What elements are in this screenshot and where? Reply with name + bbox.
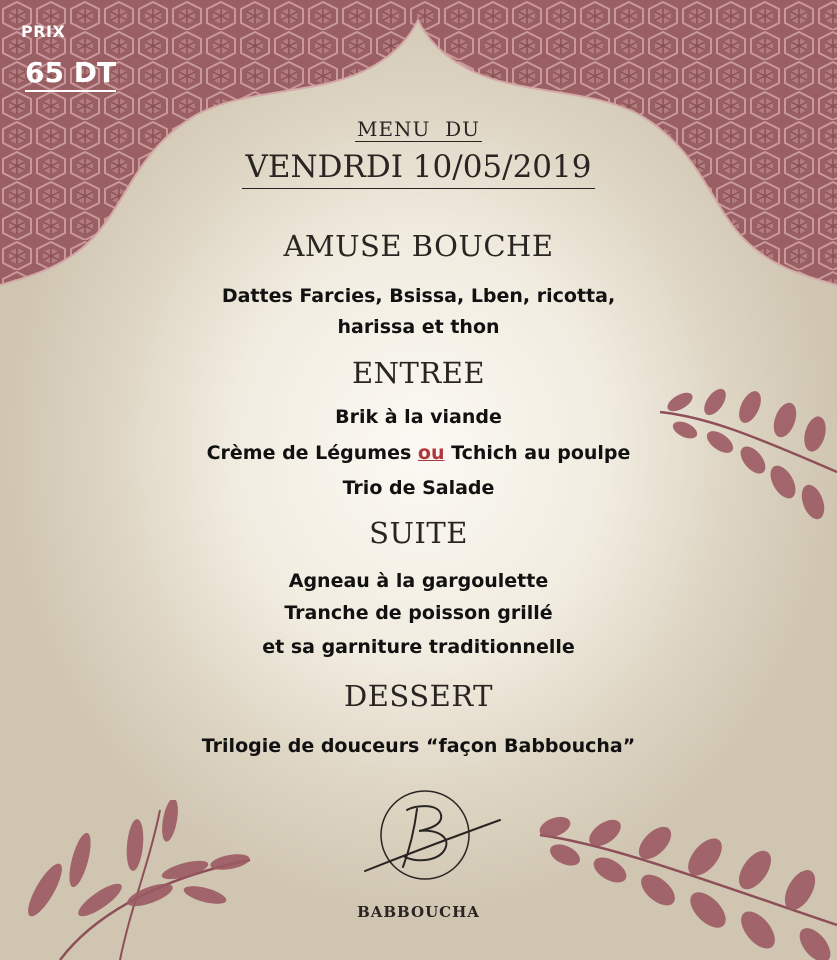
menu-date-text: VENDRDI 10/05/2019	[242, 149, 596, 189]
section-title-suite: SUITE	[369, 516, 468, 550]
menu-item: Trio de Salade	[342, 477, 495, 499]
leaf-branch-right-icon	[655, 372, 837, 537]
menu-item: harissa et thon	[337, 316, 500, 338]
menu-item: Brik à la viande	[335, 406, 502, 428]
choice-separator: ou	[417, 442, 445, 464]
section-title-amuse-bouche: AMUSE BOUCHE	[283, 229, 554, 263]
menu-item: Trilogie de douceurs “façon Babboucha”	[201, 735, 636, 757]
menu-item: Tranche de poisson grillé	[284, 602, 553, 624]
brand-logo-monogram	[355, 785, 505, 885]
menu-item: Agneau à la gargoulette	[288, 570, 549, 592]
section-title-entree: ENTREE	[351, 356, 486, 390]
leaf-branch-bottom-right-icon	[530, 805, 837, 960]
brand-name: BABBOUCHA	[357, 903, 480, 921]
menu-item: Dattes Farcies, Bsissa, Lben, ricotta,	[221, 285, 616, 307]
menu-heading-text: MENU DU	[356, 117, 481, 141]
menu-date	[0, 149, 837, 185]
section-title-dessert: DESSERT	[344, 679, 493, 713]
choice-option-1: Crème de Légumes	[206, 442, 418, 464]
price-label: PRIX	[21, 22, 66, 41]
menu-item: et sa garniture traditionnelle	[262, 636, 575, 658]
price-value: 65 DT	[25, 58, 116, 92]
menu-heading	[0, 117, 837, 141]
choice-option-2: Tchich au poulpe	[444, 442, 631, 464]
leaf-branch-bottom-left-icon	[0, 800, 260, 960]
